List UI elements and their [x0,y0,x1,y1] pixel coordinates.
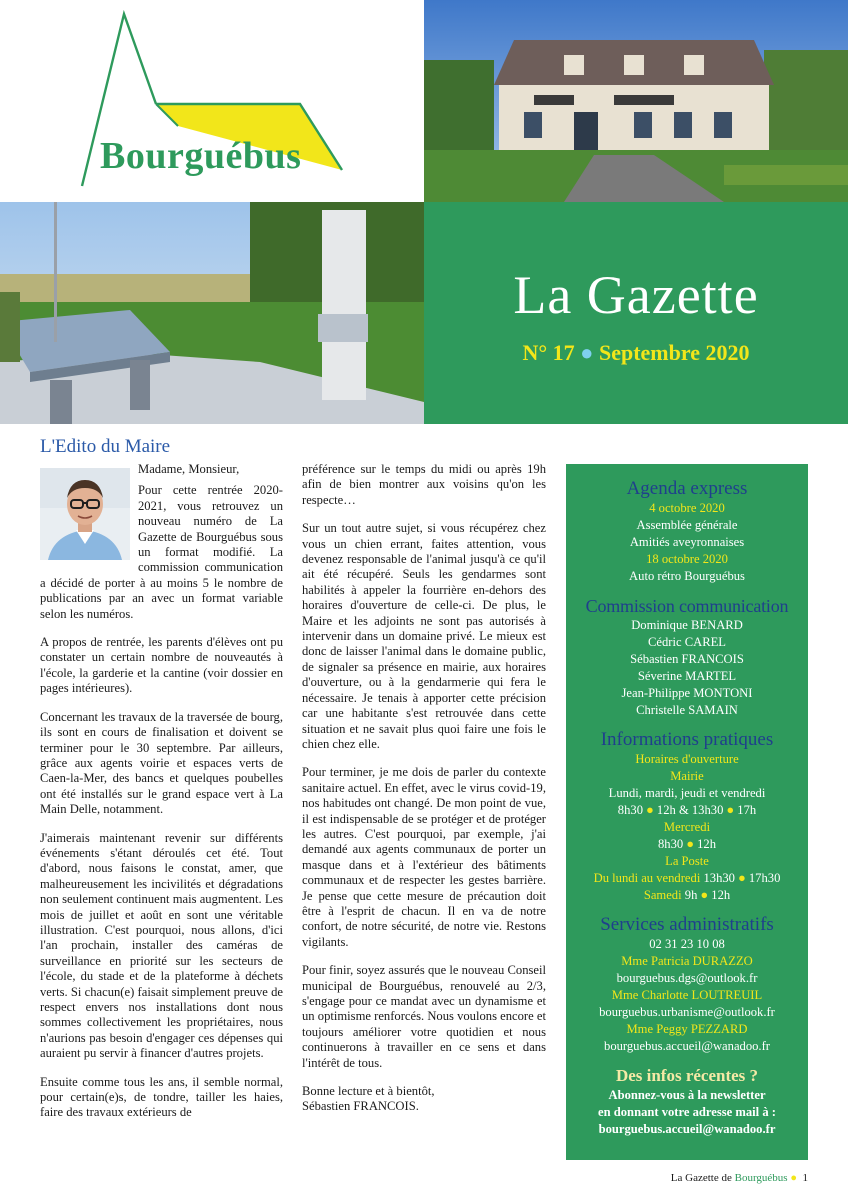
bullet-icon: ● [580,340,594,365]
mayor-portrait [40,468,130,560]
agenda-date: 4 octobre 2020 [649,501,725,515]
services-email[interactable]: bourguebus.dgs@outlook.fr [616,971,758,985]
edito-salutation: Madame, Monsieur, [138,462,240,476]
agenda-event: Assemblée générale [636,518,738,532]
edito-paragraph: Pour terminer, je me dois de parler du contexte sanitaire actuel. En effet, avec le virus covid-19, nos habitudes ont changé. De mon point de vue, il est indispensable de se protéger et de protéger les autres. C'est pourquoi, par exemple, j'ai demandé aux agents communaux de porter un masque dans et à l'extérieur des bâtiments communaux et de respecter les gestes barrière. Je pense que cette mesure de précaution doit être à l'esprit de chacun. Il en va de notre confort, de notre sécurité, de notre vie. Restons vigilants. [302,765,546,949]
orientation-table-photo [0,202,424,424]
edito-column-2 [302,462,546,1128]
bullet-icon: ● [700,888,709,902]
mairie-hours: 8h30 ● 12h [658,837,716,851]
page-footer [671,1172,808,1184]
edito-paragraph: préférence sur le temps du midi ou après 19h afin de bien montrer aux voisins qu'on les respecte… [302,462,546,507]
page-number: 1 [802,1172,808,1184]
commission-member: Séverine MARTEL [637,669,737,683]
edito-paragraph: Ensuite comme tous les ans, il semble normal, pour certain(e)s, de tondre, tailler les haies, faire des travaux extérieurs de [40,1074,283,1120]
footer-brand: Bourguébus [734,1172,788,1184]
bullet-icon: ● [646,803,654,817]
edito-paragraph: Sur un tout autre sujet, si vous récupérez chez vous un chien errant, faites attention, vous devenez responsable de l'animal jusqu'à ce qu'il ait été récupéré. Seuls les gendarmes sont habilités à appeler la fourrière en-dehors des horaires d'ouverture de celle-ci. De plus, le Maire et les adjoints ne sont pas autorisés à intervenir dans un domaine privé. Le mieux est donc de laisser l'animal dans le domaine public, de signaler sa présence en mairie, aux horaires d'ouverture, ou à la gendarmerie qui fera le nécessaire. Je tenais à apporter cette précision car une habitante s'est retrouvée dans cette situation et ne savait plus quoi faire une fois le chien chez elle. [302,521,546,751]
commission-member: Sébastien FRANCOIS [630,652,744,666]
mairie-hours: 8h30 ● 12h & 13h30 ● 17h [617,803,757,817]
edito-paragraph: Concernant les travaux de la traversée de bourg, ils sont en cours de finalisation et doivent se terminer pour le 30 septembre. Par ailleurs, grâce aux agents voirie et espaces verts de Caen-la-Mer, des bancs et quelques poubelles ont été installés sur le grand espace vert à La Main Delle, notamment. [40,709,283,817]
news-email[interactable]: bourguebus.accueil@wanadoo.fr [598,1122,776,1136]
poste-hours: Du lundi au vendredi 13h30 ● 17h30 [593,871,781,885]
commission-heading: Commission communication [585,596,789,616]
issue-date: Septembre 2020 [598,340,750,365]
news-text: en donnant votre adresse mail à : [598,1105,776,1119]
commission-member: Dominique BENARD [631,618,743,632]
edito-column-1 [40,462,283,1134]
gazette-issue [424,340,848,366]
bullet-icon: ● [738,871,746,885]
commission-member: Cédric CAREL [648,635,726,649]
news-heading: Des infos récentes ? [615,1066,759,1085]
poste-hours: Samedi 9h ● 12h [643,888,731,902]
mairie-days: Mercredi [663,820,711,834]
gazette-title: La Gazette [513,265,759,325]
mairie-photo [424,0,848,202]
edito-paragraph: A propos de rentrée, les parents d'élèves ont pu constater un certain nombre de nouveautés à l'école, la garderie et la cantine (voir dossier en pages intérieures). [40,635,283,696]
agenda-date: 18 octobre 2020 [646,552,728,566]
bullet-icon: ● [686,837,694,851]
edito-closing: Bonne lecture et à bientôt, [302,1084,435,1099]
services-email[interactable]: bourguebus.accueil@wanadoo.fr [604,1039,770,1053]
mairie-label: Mairie [670,769,704,783]
commission-member: Christelle SAMAIN [636,703,738,717]
commission-member: Jean-Philippe MONTONI [621,686,753,700]
edito-paragraph: Pour cette rentrée 2020-2021, vous retrouvez un nouveau numéro de La Gazette de Bourguébus sous un format modifié. La commission communication a décidé de porter à au moins 5 le nombre de publications par an avec un format variable selon les numéros. [40,483,283,621]
services-heading: Services administratifs [600,914,774,935]
services-phone: 02 31 23 10 08 [649,937,725,951]
hours-label: Horaires d'ouverture [635,752,739,766]
footer-prefix: La Gazette de [670,1172,732,1184]
edito-paragraph: J'aimerais maintenant revenir sur différents événements s'étant déroulés cet été. Tout d'abord, nous faisons le constat, amer, que malheureusement les incivilités et dégradations non seulement continuent mais augmentent. Les mois de juillet et août en sont une véritable illustration. C'est pourquoi, nous allons, d'ici l'an prochain, installer des caméras de surveillance en priorité sur les secteurs de l'école, du stade et de la plateforme à déchets verts. Si chacun(e) faisait simplement preuve de respect envers nos installations dont nous sommes collectivement les propriétaires, nous n'aurions pas besoin d'engager ces dépenses qui auraient pu servir à financer d'autres projets. [40,830,283,1061]
agenda-heading: Agenda express [626,478,748,499]
edito-heading: L'Edito du Maire [40,436,171,457]
edito-signature: Sébastien FRANCOIS. [302,1099,419,1114]
bullet-icon: ● [726,803,735,817]
agenda-event: Auto rétro Bourguébus [629,569,745,583]
info-sidebar [566,464,808,1160]
bullet-icon: ● [787,1172,797,1184]
edito-paragraph: Pour finir, soyez assurés que le nouveau Conseil municipal de Bourguébus, renouvelé au 2/3, s'engage pour ce mandat avec un dynamisme et un optimisme renforcés. Nous voulons encore et toujours améliorer votre quotidien et nous continuerons à travailler en ce sens et dans l'intérêt de tous. [302,963,546,1070]
services-contact-name: Mme Patricia DURAZZO [621,954,753,968]
infos-heading: Informations pratiques [600,729,774,750]
title-banner [424,202,848,424]
poste-label: La Poste [665,854,709,868]
mairie-days: Lundi, mardi, jeudi et vendredi [608,786,766,800]
news-text: Abonnez-vous à la newsletter [608,1088,766,1102]
logo-text: Bourguébus [100,135,302,177]
agenda-event: Amitiés aveyronnaises [629,535,745,549]
logo [0,0,424,202]
services-email[interactable]: bourguebus.urbanisme@outlook.fr [599,1005,775,1019]
services-contact-name: Mme Peggy PEZZARD [626,1022,748,1036]
issue-number: N° 17 [522,340,575,365]
services-contact-name: Mme Charlotte LOUTREUIL [611,988,763,1002]
